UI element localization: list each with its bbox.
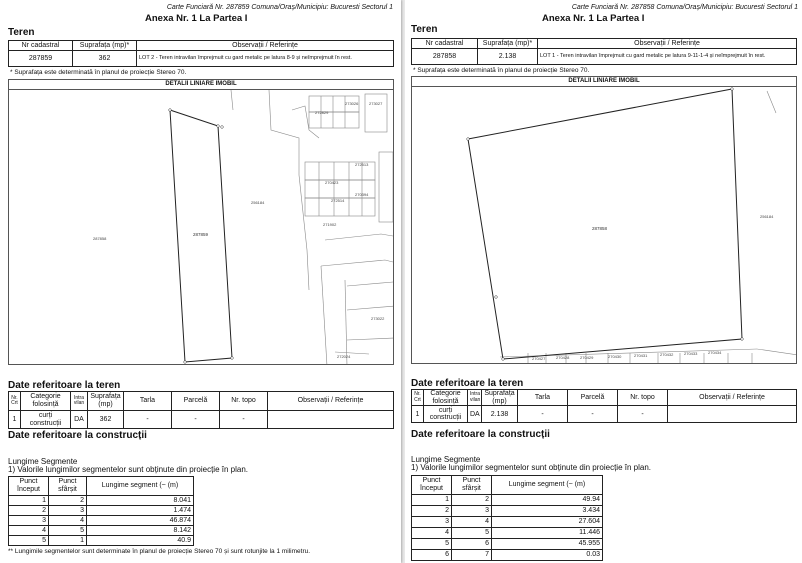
plan-label-east: 256184 <box>760 214 774 219</box>
cell-observatii: LOT 2 - Teren intravilan împrejmuit cu gard metalic pe latura 8-9 și neîmprejmuit în rest. <box>137 51 394 67</box>
header-categorie: Categorie folosință <box>424 390 468 406</box>
plan-label-b2: 273027 <box>369 101 383 106</box>
cell-intravilan: DA <box>71 411 88 429</box>
table-row <box>412 517 603 528</box>
table-row <box>412 528 603 539</box>
cell-observatii: LOT 1 - Teren intravilan împrejmuit cu gard metalic pe latura 9-11-1-4 și neîmprejmuit în rest. <box>538 49 797 65</box>
cell-start: 6 <box>412 550 452 561</box>
header-suprafata-mp: Suprafața (mp) <box>482 390 518 406</box>
cell-end: 5 <box>49 526 87 536</box>
date-teren-table <box>8 391 394 429</box>
cell-start: 5 <box>412 539 452 550</box>
header-nr-cadastral: Nr cadastral <box>9 41 73 51</box>
cell-end: 7 <box>452 550 492 561</box>
header-suprafata: Suprafața (mp)* <box>478 39 538 49</box>
plan-label-west: 287858 <box>93 236 107 241</box>
table-row <box>9 496 194 506</box>
cell-nr-cadastral: 287858 <box>412 49 478 65</box>
plan-label-b5: 270423 <box>325 180 339 185</box>
cell-end: 2 <box>452 495 492 506</box>
header-nr-cadastral: Nr cadastral <box>412 39 478 49</box>
cell-length: 49.94 <box>492 495 603 506</box>
cell-observatii-referinte <box>268 411 394 429</box>
cell-start: 5 <box>9 536 49 546</box>
cell-start: 4 <box>412 528 452 539</box>
plan-label-s6: 270432 <box>660 352 674 357</box>
table-row <box>412 495 603 506</box>
cell-length: 8.142 <box>87 526 194 536</box>
plan-label-b3: 272829 <box>315 110 329 115</box>
date-teren-title: Date referitoare la teren <box>8 380 121 391</box>
cell-end: 4 <box>49 516 87 526</box>
cell-start: 1 <box>9 496 49 506</box>
header-observatii-referinte: Observații / Referințe <box>268 392 394 411</box>
header-nr-crt: Nr. Crt <box>412 390 424 406</box>
header-suprafata: Suprafața (mp)* <box>73 41 137 51</box>
teren-table <box>411 38 797 65</box>
plan-title: DETALII LINIARE IMOBIL <box>412 77 796 87</box>
lungime-segmente-title: Lungime Segmente <box>411 455 481 464</box>
cell-length: 11.446 <box>492 528 603 539</box>
lungime-note: 1) Valorile lungimilor segmentelor sunt obținute din proiecție în plan. <box>411 463 651 472</box>
carte-funciara-header: Carte Funciară Nr. 287859 Comuna/Oraș/Municipiu: Bucuresti Sectorul 1 <box>166 4 393 11</box>
table-row <box>9 516 194 526</box>
plan-label-s2: 270428 <box>556 355 570 360</box>
plan-label-s8: 270434 <box>708 350 722 355</box>
header-punct-inceput: Punct început <box>412 476 452 495</box>
header-intravilan: Intra vilan <box>468 390 482 406</box>
header-nr-topo: Nr. topo <box>618 390 668 406</box>
cell-start: 3 <box>412 517 452 528</box>
cell-nr-topo: - <box>618 406 668 423</box>
date-teren-table <box>411 389 797 423</box>
cell-length: 1.474 <box>87 506 194 516</box>
plan-label-b1: 273026 <box>345 101 359 106</box>
teren-title: Teren <box>8 27 35 38</box>
plan-label-b10: 272024 <box>337 354 351 359</box>
header-lungime: Lungime segment (~ (m) <box>492 476 603 495</box>
plan-title: DETALII LINIARE IMOBIL <box>9 80 393 90</box>
plan-drawing <box>412 87 797 364</box>
header-tarla: Tarla <box>124 392 172 411</box>
cell-length: 45.955 <box>492 539 603 550</box>
lungime-note: 1) Valorile lungimilor segmentelor sunt obținute din proiecție în plan. <box>8 465 248 474</box>
header-intravilan: Intra vilan <box>71 392 88 411</box>
header-observatii: Observații / Referințe <box>137 41 394 51</box>
table-row <box>9 536 194 546</box>
date-constructii-title: Date referitoare la construcții <box>411 429 550 440</box>
plan-label-b9: 273022 <box>371 316 385 321</box>
teren-title: Teren <box>411 24 438 35</box>
cell-end: 6 <box>452 539 492 550</box>
plan-label-main: 287859 <box>193 232 209 237</box>
header-tarla: Tarla <box>518 390 568 406</box>
cell-end: 4 <box>452 517 492 528</box>
cell-end: 1 <box>49 536 87 546</box>
lungime-segmente-title: Lungime Segmente <box>8 457 78 466</box>
cell-end: 2 <box>49 496 87 506</box>
cell-parcela: - <box>172 411 220 429</box>
cell-start: 3 <box>9 516 49 526</box>
cell-suprafata-mp: 362 <box>88 411 124 429</box>
cell-start: 2 <box>412 506 452 517</box>
cell-observatii-referinte <box>668 406 797 423</box>
segment-table <box>8 476 194 546</box>
cadastral-plan <box>411 76 797 364</box>
plan-label-s7: 270433 <box>684 351 698 356</box>
plan-label-b7: 272514 <box>331 198 345 203</box>
plan-label-s4: 270430 <box>608 354 622 359</box>
cell-length: 40.9 <box>87 536 194 546</box>
plan-label-b6: 270394 <box>355 192 369 197</box>
cell-intravilan: DA <box>468 406 482 423</box>
cell-categorie: curți construcții <box>21 411 71 429</box>
header-observatii-referinte: Observații / Referințe <box>668 390 797 406</box>
cell-tarla: - <box>518 406 568 423</box>
plan-label-s5: 270431 <box>634 353 648 358</box>
cell-length: 3.434 <box>492 506 603 517</box>
plan-label-b8: 271902 <box>323 222 337 227</box>
date-constructii-title: Date referitoare la construcții <box>8 430 147 441</box>
table-row <box>9 526 194 536</box>
stereo-note: * Suprafața este determinată în planul de proiecție Stereo 70. <box>413 67 590 74</box>
header-lungime: Lungime segment (~ (m) <box>87 477 194 496</box>
anexa-title: Anexa Nr. 1 La Partea I <box>542 13 645 24</box>
cell-start: 2 <box>9 506 49 516</box>
cell-nr-crt: 1 <box>412 406 424 423</box>
cell-categorie: curți construcții <box>424 406 468 423</box>
plan-label-east: 256184 <box>251 200 265 205</box>
cell-nr-crt: 1 <box>9 411 21 429</box>
cell-nr-topo: - <box>220 411 268 429</box>
cell-length: 46.874 <box>87 516 194 526</box>
header-parcela: Parcelă <box>172 392 220 411</box>
table-row <box>9 506 194 516</box>
segment-table <box>411 475 603 561</box>
table-row <box>412 539 603 550</box>
stereo-note: * Suprafața este determinată în planul de proiecție Stereo 70. <box>10 69 187 76</box>
header-suprafata-mp: Suprafața (mp) <box>88 392 124 411</box>
cell-start: 1 <box>412 495 452 506</box>
cell-tarla: - <box>124 411 172 429</box>
plan-label-main: 287858 <box>592 226 608 231</box>
cell-nr-cadastral: 287859 <box>9 51 73 67</box>
anexa-title: Anexa Nr. 1 La Partea I <box>145 13 248 24</box>
plan-label-b4: 272513 <box>355 162 369 167</box>
cell-suprafata: 362 <box>73 51 137 67</box>
cell-end: 5 <box>452 528 492 539</box>
cell-parcela: - <box>568 406 618 423</box>
cell-length: 27.604 <box>492 517 603 528</box>
teren-table <box>8 40 394 67</box>
date-teren-title: Date referitoare la teren <box>411 378 524 389</box>
cell-length: 0.03 <box>492 550 603 561</box>
header-punct-sfarsit: Punct sfârșit <box>452 476 492 495</box>
table-row <box>412 506 603 517</box>
footer-note: ** Lungimile segmentelor sunt determinate în planul de proiecție Stereo 70 și sunt rotunjite la 1 milimetru. <box>8 548 311 555</box>
cell-end: 3 <box>49 506 87 516</box>
plan-drawing <box>9 90 394 365</box>
cell-suprafata-mp: 2.138 <box>482 406 518 423</box>
header-punct-inceput: Punct început <box>9 477 49 496</box>
carte-funciara-header: Carte Funciară Nr. 287858 Comuna/Oraș/Municipiu: Bucuresti Sectorul 1 <box>571 4 798 11</box>
cell-start: 4 <box>9 526 49 536</box>
document-page-right <box>405 0 802 563</box>
header-observatii: Observații / Referințe <box>538 39 797 49</box>
header-nr-topo: Nr. topo <box>220 392 268 411</box>
header-categorie: Categorie folosință <box>21 392 71 411</box>
cell-length: 8.041 <box>87 496 194 506</box>
header-punct-sfarsit: Punct sfârșit <box>49 477 87 496</box>
plan-label-s1: 270427 <box>532 356 546 361</box>
cell-suprafata: 2.138 <box>478 49 538 65</box>
table-row <box>412 550 603 561</box>
header-nr-crt: Nr. Crt <box>9 392 21 411</box>
cell-end: 3 <box>452 506 492 517</box>
header-parcela: Parcelă <box>568 390 618 406</box>
plan-label-s3: 270429 <box>580 355 594 360</box>
cadastral-plan <box>8 79 394 365</box>
